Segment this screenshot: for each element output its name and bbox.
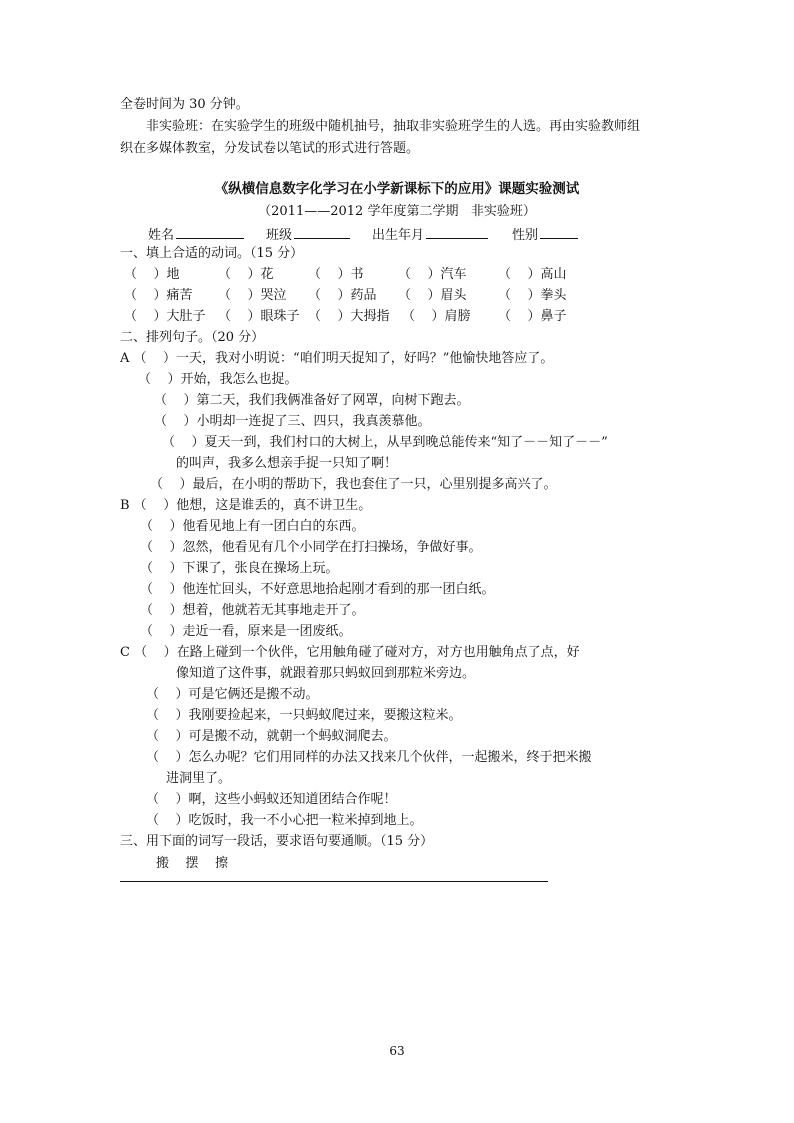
class-label: 班级: [266, 228, 293, 243]
section1-row-2: [124, 287, 604, 305]
blank-item[interactable]: （ ）汽车: [398, 267, 467, 282]
section2-heading: 二、排列句子。（20 分）: [120, 330, 265, 345]
blank-item[interactable]: （ ）花: [218, 267, 274, 282]
blank-item[interactable]: （ ）肩膀: [402, 309, 471, 324]
sentence-a-3[interactable]: （ ）第二天，我们我俩准备好了网罩，向树下跑去。: [154, 393, 470, 408]
sentence-a-6[interactable]: （ ）最后，在小明的帮助下，我也套住了一只，心里别提多高兴了。: [150, 477, 557, 492]
sentence-c-6[interactable]: （ ）啊，这些小蚂蚁还知道团结合作呢！: [146, 792, 397, 807]
blank-item[interactable]: （ ）书: [308, 267, 364, 282]
sentence-c-5[interactable]: （ ）怎么办呢？它们用同样的办法又找来几个伙伴，一起搬米，终于把米搬: [146, 750, 592, 765]
sentence-a-1[interactable]: A （ ）一天，我对小明说：“咱们明天捉知了，好吗？”他愉快地答应了。: [120, 351, 554, 366]
blank-item[interactable]: （ ）地: [124, 267, 180, 282]
blank-item[interactable]: （ ）高山: [498, 267, 567, 282]
sentence-c-7[interactable]: （ ）吃饭时，我一不小心把一粒米掉到地上。: [146, 813, 423, 828]
sentence-c-3[interactable]: （ ）我刚要捡起来，一只蚂蚁爬过来，要搬这粒米。: [146, 708, 462, 723]
sentence-b-7[interactable]: （ ）走近一看，原来是一团废纸。: [140, 624, 352, 639]
intro-line-2: 非实验班：在实验学生的班级中随机抽号，抽取非实验班学生的人选。再由实验教师组: [146, 119, 641, 134]
section1-row-3: [124, 308, 604, 326]
page-number: 63: [389, 1044, 405, 1058]
name-label: 姓名: [148, 228, 175, 243]
sentence-c-2[interactable]: （ ）可是它俩还是搬不动。: [146, 687, 319, 702]
sentence-c-4[interactable]: （ ）可是搬不动，就朝一个蚂蚁洞爬去。: [146, 729, 397, 744]
intro-line-3: 织在多媒体教室，分发试卷以笔试的形式进行答题。: [120, 141, 420, 156]
test-subtitle: （2011——2012 学年度第二学期 非实验班）: [258, 204, 536, 219]
section1-row-1: [124, 266, 604, 284]
blank-item[interactable]: （ ）哭泣: [218, 288, 287, 303]
sentence-b-2[interactable]: （ ）他看见地上有一团白白的东西。: [140, 519, 365, 534]
birth-field[interactable]: [372, 224, 488, 245]
class-blank[interactable]: [294, 224, 350, 239]
blank-item[interactable]: （ ）痛苦: [124, 288, 193, 303]
birth-blank[interactable]: [426, 224, 488, 239]
sentence-b-5[interactable]: （ ）他连忙回头，不好意思地拾起刚才看到的那一团白纸。: [140, 582, 495, 597]
gender-blank[interactable]: [540, 224, 578, 239]
section3-heading: 三、用下面的词写一段话，要求语句要通顺。（15 分）: [120, 834, 434, 849]
sentence-c-5-cont: 进洞里了。: [166, 771, 232, 786]
answer-line[interactable]: [120, 881, 548, 882]
sentence-b-6[interactable]: （ ）想着，他就若无其事地走开了。: [140, 603, 365, 618]
sentence-a-5[interactable]: （ ）夏天一到，我们村口的大树上，从早到晚总能传来“知了－－知了－－”: [162, 435, 608, 450]
sentence-a-4[interactable]: （ ）小明却一连捉了三、四只，我真羡慕他。: [154, 414, 431, 429]
blank-item[interactable]: （ ）眉头: [398, 288, 467, 303]
sentence-a-2[interactable]: （ ）开始，我怎么也捉。: [138, 372, 298, 387]
test-title: 《纵横信息数字化学习在小学新课标下的应用》课题实验测试: [214, 181, 580, 197]
student-info-fields: [148, 224, 628, 242]
section1-heading: 一、填上合适的动词。（15 分）: [120, 246, 304, 261]
gender-label: 性别: [512, 228, 539, 243]
blank-item[interactable]: （ ）大拇指: [308, 309, 390, 324]
section3-words: 搬 摆 擦: [156, 856, 229, 871]
birth-label: 出生年月: [372, 228, 425, 243]
sentence-b-4[interactable]: （ ）下课了，张良在操场上玩。: [140, 561, 339, 576]
blank-item[interactable]: （ ）拳头: [498, 288, 567, 303]
intro-line-1: 全卷时间为 30 分钟。: [120, 97, 249, 112]
blank-item[interactable]: （ ）药品: [308, 288, 377, 303]
name-field[interactable]: [148, 224, 244, 245]
class-field[interactable]: [266, 224, 350, 245]
gender-field[interactable]: [512, 224, 578, 245]
blank-item[interactable]: （ ）鼻子: [498, 309, 567, 324]
blank-item[interactable]: （ ）大肚子: [124, 309, 206, 324]
blank-item[interactable]: （ ）眼珠子: [218, 309, 300, 324]
sentence-b-3[interactable]: （ ）忽然，他看见有几个小同学在打扫操场，争做好事。: [140, 540, 482, 555]
sentence-b-1[interactable]: B （ ）他想，这是谁丢的，真不讲卫生。: [120, 498, 372, 513]
sentence-a-5-cont: 的叫声，我多么想亲手捉一只知了啊！: [176, 456, 398, 471]
sentence-c-1[interactable]: C （ ）在路上碰到一个伙伴，它用触角碰了碰对方，对方也用触角点了点，好: [120, 645, 580, 660]
name-blank[interactable]: [176, 224, 244, 239]
sentence-c-1-cont: 像知道了这件事，就跟着那只蚂蚁回到那粒米旁边。: [176, 666, 476, 681]
